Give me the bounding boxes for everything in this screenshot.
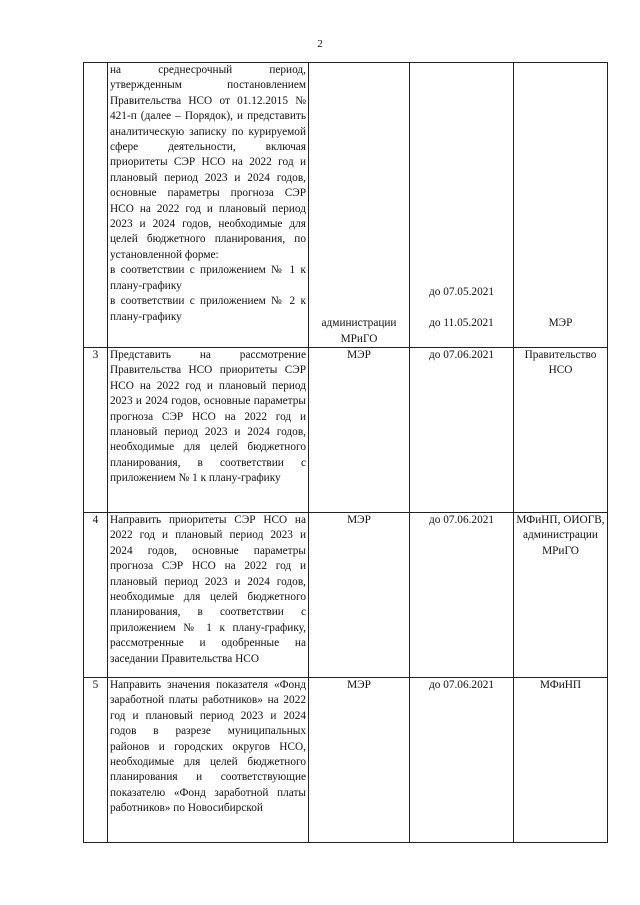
row-number: 4 <box>84 513 108 678</box>
table-row <box>84 348 608 513</box>
task-subitem: в соответствии с приложением № 1 к плану-графику <box>110 264 306 292</box>
deadline-text: до 07.05.2021 <box>428 286 495 299</box>
table-row <box>84 678 608 843</box>
deadline-text: до 07.06.2021 <box>410 513 514 678</box>
executor-text: МЭР <box>309 513 410 678</box>
executor-text: администрации МРиГО <box>321 317 397 345</box>
task-cell <box>108 63 309 348</box>
plan-schedule-table <box>83 62 608 843</box>
task-text: Направить значения показателя «Фонд заработной платы работников» на 2022 год и плановый период 2023 и 2024 годов в разрезе муниципальных районов и городских округов НСО, необходимые для целей бюджетного планирования и соответствующие показателю «Фонд заработной платы работников» по Новосибирской <box>108 678 309 843</box>
table-row <box>84 63 608 348</box>
task-text: на среднесрочный период, утвержденным постановлением Правительства НСО от 01.12.2015 № 421-п (далее – Порядок), и представить аналитическую записку по курируемой сфере деятельности, включая приоритеты СЭР НСО на 2022 год и плановый период 2023 и 2024 годов, основные параметры прогноза СЭР НСО на 2022 год и плановый период 2023 и 2024 годов, необходимые для целей бюджетного планирования, по установленной форме: <box>110 64 306 261</box>
responsible-text: МЭР <box>548 317 573 330</box>
responsible-text: Правительство НСО <box>514 348 608 513</box>
row-number: 5 <box>84 678 108 843</box>
row-number: 3 <box>84 348 108 513</box>
responsible-text: МФиНП <box>514 678 608 843</box>
task-text: Представить на рассмотрение Правительства НСО приоритеты СЭР НСО на 2022 год и плановый период 2023 и 2024 годов, основные параметры прогноза СЭР НСО на 2022 год и плановый период 2023 и 2024 годов, необходимые для целей бюджетного планирования, в соответствии с приложением № 1 к плану-графику <box>108 348 309 513</box>
task-text: Направить приоритеты СЭР НСО на 2022 год и плановый период 2023 и 2024 годов, основные параметры прогноза СЭР НСО на 2022 год и плановый период 2023 и 2024 годов, необходимые для целей бюджетного планирования, в соответствии с приложением № 1 к плану-графику, рассмотренные и одобренные на заседании Правительства НСО <box>108 513 309 678</box>
responsible-cell <box>514 63 608 348</box>
task-subitem: в соответствии с приложением № 2 к плану-графику <box>110 295 306 323</box>
row-number <box>84 63 108 348</box>
deadline-text: до 11.05.2021 <box>429 317 494 330</box>
executor-cell <box>309 63 410 348</box>
table-row <box>84 513 608 678</box>
executor-text: МЭР <box>309 678 410 843</box>
deadline-text: до 07.06.2021 <box>410 678 514 843</box>
responsible-text: МФиНП, ОИОГВ, администрации МРиГО <box>514 513 608 678</box>
executor-text: МЭР <box>309 348 410 513</box>
deadline-text: до 07.06.2021 <box>410 348 514 513</box>
page-number: 2 <box>317 38 323 50</box>
deadline-cell <box>410 63 514 348</box>
